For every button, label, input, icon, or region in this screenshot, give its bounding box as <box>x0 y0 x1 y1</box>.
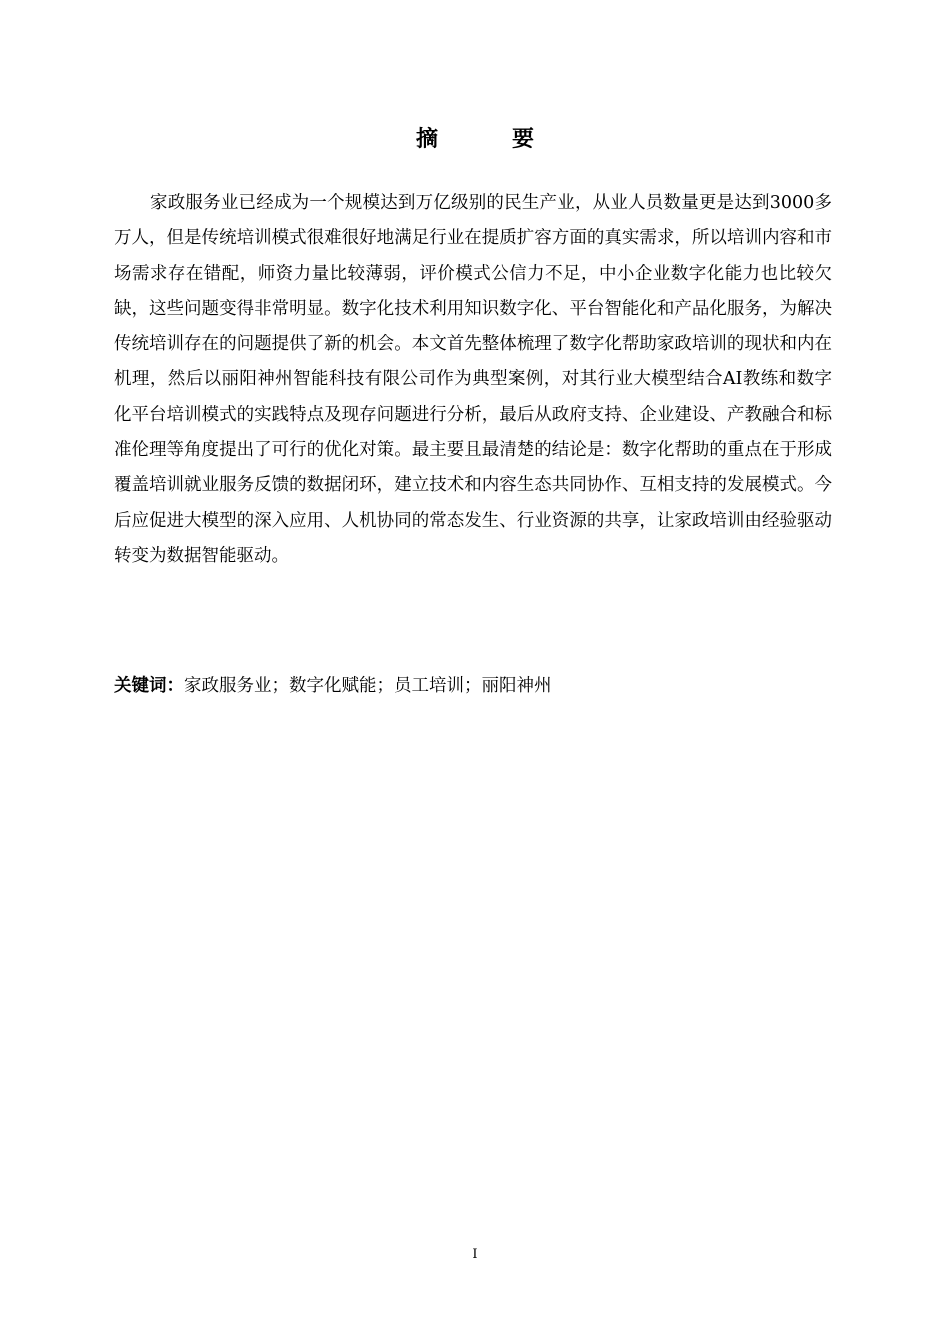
abstract-body: 家政服务业已经成为一个规模达到万亿级别的民生产业，从业人员数量更是达到3000多万人，但是传统培训模式很难很好地满足行业在提质扩容方面的真实需求，所以培训内容和市场需求存在错配，师资力量比较薄弱，评价模式公信力不足，中小企业数字化能力也比较欠缺，这些问题变得非常明显。数字化技术利用知识数字化、平台智能化和产品化服务，为解决传统培训存在的问题提供了新的机会。本文首先整体梳理了数字化帮助家政培训的现状和内在机理，然后以丽阳神州智能科技有限公司作为典型案例，对其行业大模型结合AI教练和数字化平台培训模式的实践特点及现存问题进行分析，最后从政府支持、企业建设、产教融合和标准伦理等角度提出了可行的优化对策。最主要且最清楚的结论是：数字化帮助的重点在于形成覆盖培训就业服务反馈的数据闭环，建立技术和内容生态共同协作、互相支持的发展模式。今后应促进大模型的深入应用、人机协同的常态发生、行业资源的共享，让家政培训由经验驱动转变为数据智能驱动。 <box>114 193 832 566</box>
page-number: I <box>472 1247 478 1262</box>
abstract-title: 摘 要 <box>415 127 560 152</box>
keywords-label: 关键词： <box>114 676 184 696</box>
keywords-line <box>114 670 832 702</box>
keywords-text: 家政服务业；数字化赋能；员工培训；丽阳神州 <box>184 676 552 696</box>
